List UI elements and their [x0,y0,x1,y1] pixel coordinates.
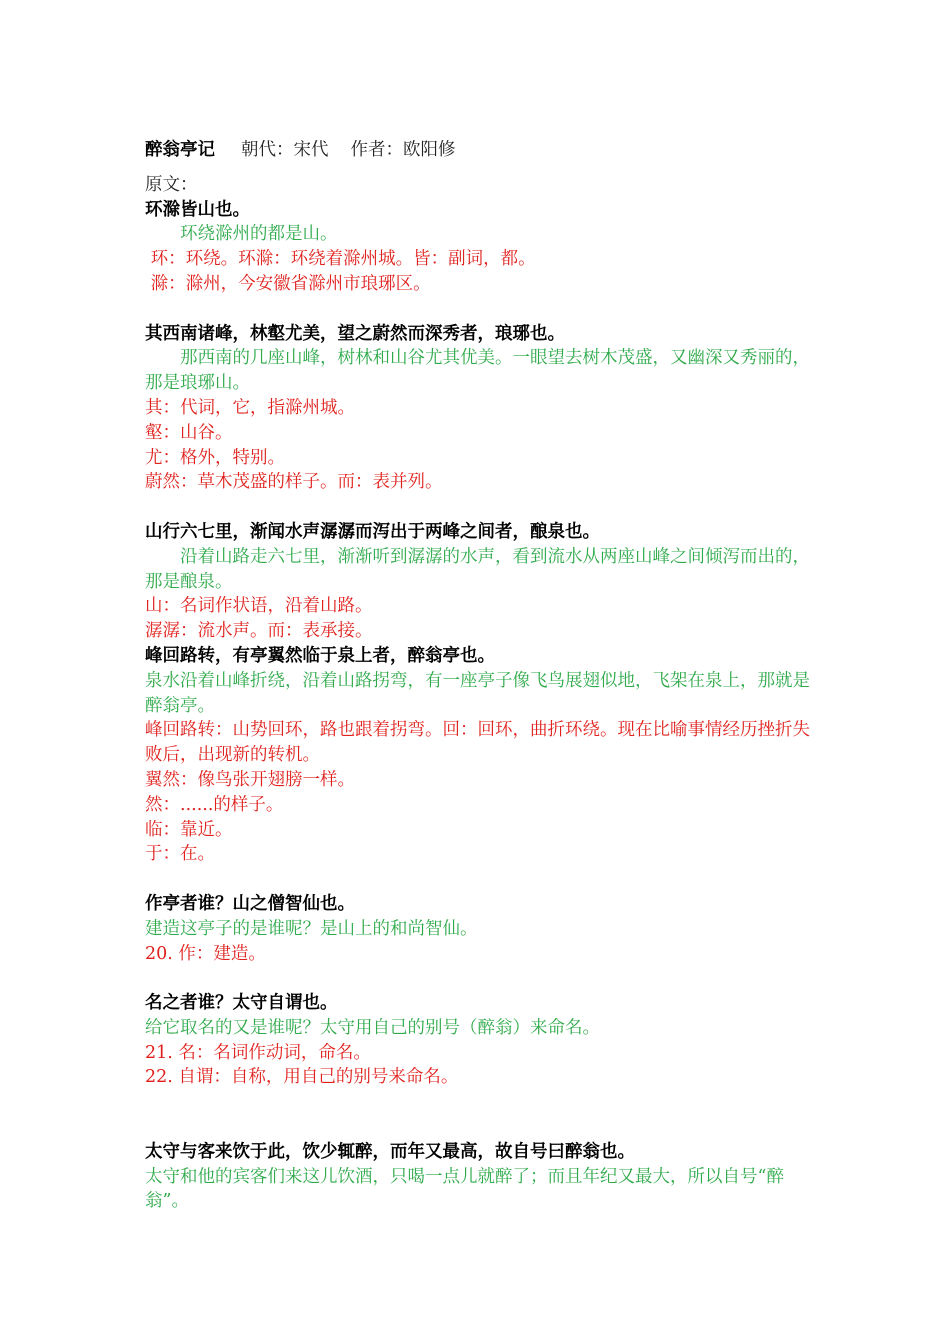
text-section [145,198,825,297]
text-section [145,991,825,1090]
annotation-line: 其：代词，它，指滁州城。 [145,397,355,418]
section-spacer [145,297,825,322]
section-spacer [145,495,825,520]
annotation-line: 22. 自谓：自称，用自己的别号来命名。 [145,1067,459,1088]
translation-line: 太守和他的宾客们来这儿饮酒，只喝一点儿就醉了；而且年纪又最大，所以自号“醉翁”。 [145,1166,784,1212]
original-sentence: 作亭者谁？山之僧智仙也。 [145,893,355,914]
translation-line: 沿着山路走六七里，渐渐听到潺潺的水声，看到流水从两座山峰之间倾泻而出的，那是酿泉。 [145,546,810,592]
annotation-line: 翼然：像鸟张开翅膀一样。 [145,769,355,790]
annotation-line: 临：靠近。 [145,819,233,840]
poem-title: 醉翁亭记 [145,140,215,160]
text-section [145,1140,825,1214]
annotation-line: 滁：滁州，今安徽省滁州市琅琊区。 [145,273,431,294]
original-label: 原文： [145,174,198,195]
annotation-line: 于：在。 [145,844,215,865]
annotation-line: 潺潺：流水声。而：表承接。 [145,621,373,642]
text-section [145,322,825,496]
section-spacer [145,1090,825,1140]
original-sentence: 峰回路转，有亭翼然临于泉上者，醉翁亭也。 [145,645,495,666]
original-sentence: 太守与客来饮于此，饮少辄醉，而年又最高，故自号曰醉翁也。 [145,1141,635,1162]
annotation-line: 壑：山谷。 [145,422,233,443]
annotation-line: 山：名词作状语，沿着山路。 [145,596,373,617]
original-sentence: 名之者谁？太守自谓也。 [145,993,338,1014]
section-spacer [145,867,825,892]
annotation-line: 20. 作：建造。 [145,943,266,964]
author-label: 作者：欧阳修 [350,140,456,160]
translation-line: 建造这亭子的是谁呢？是山上的和尚智仙。 [145,918,478,939]
dynasty-label: 朝代：宋代 [241,140,329,160]
annotation-line: 然：......的样子。 [145,794,284,815]
annotation-line: 21. 名：名词作动词，命名。 [145,1042,371,1063]
sections-container [145,198,825,1215]
original-sentence: 其西南诸峰，林壑尤美，望之蔚然而深秀者，琅琊也。 [145,323,565,344]
original-sentence: 山行六七里，渐闻水声潺潺而泻出于两峰之间者，酿泉也。 [145,521,600,542]
translation-line: 给它取名的又是谁呢？太守用自己的别号（醉翁）来命名。 [145,1017,600,1038]
annotation-line: 峰回路转：山势回环，路也跟着拐弯。回：回环，曲折环绕。现在比喻事情经历挫折失败后，出现新的转机。 [145,720,810,766]
title-row [145,138,825,163]
section-spacer [145,966,825,991]
document-body [145,138,825,1214]
annotation-line: 蔚然：草木茂盛的样子。而：表并列。 [145,472,443,493]
text-section [145,520,825,867]
text-section [145,892,825,966]
translation-line: 那西南的几座山峰，树林和山谷尤其优美。一眼望去树木茂盛，又幽深又秀丽的，那是琅琊山。 [145,348,810,394]
translation-line: 环绕滁州的都是山。 [145,224,338,245]
annotation-line: 尤：格外，特别。 [145,447,285,468]
translation-line: 泉水沿着山峰折绕，沿着山路拐弯，有一座亭子像飞鸟展翅似地，飞架在泉上，那就是醉翁亭。 [145,670,810,716]
annotation-line: 环：环绕。环滁：环绕着滁州城。皆：副词，都。 [145,249,536,270]
original-sentence: 环滁皆山也。 [145,199,250,220]
